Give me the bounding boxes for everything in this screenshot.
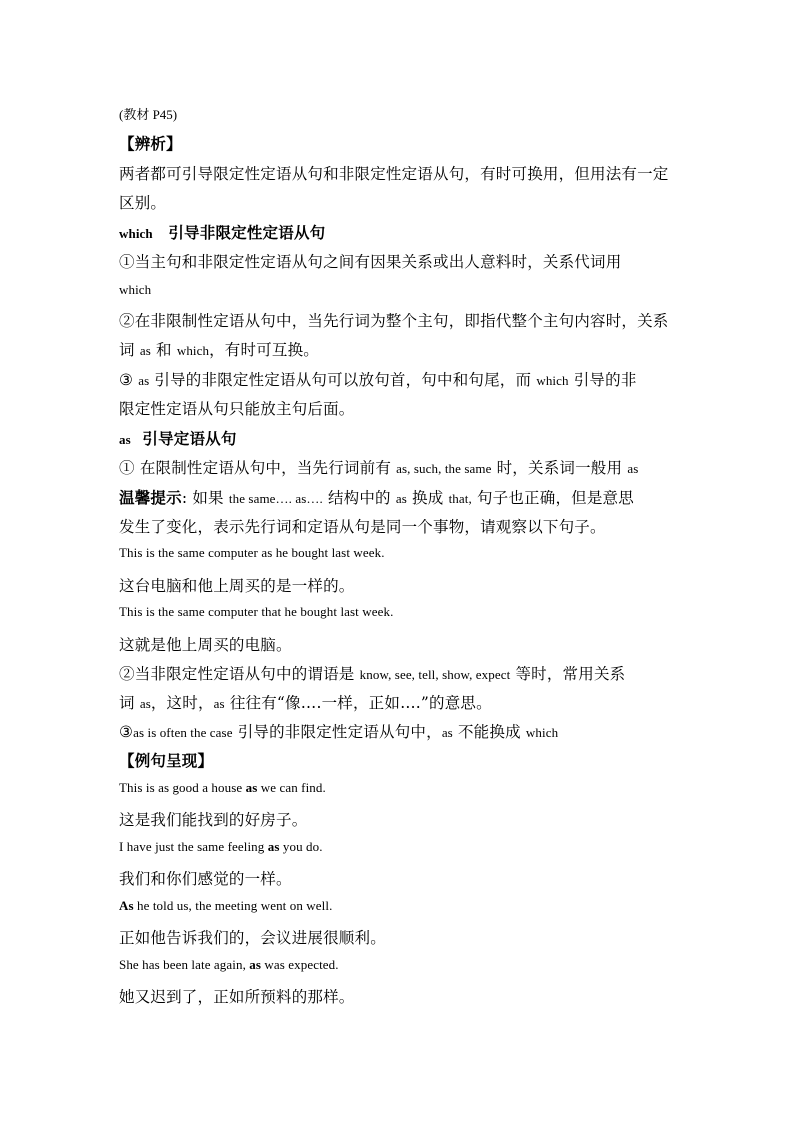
sentence-4-chinese: 她又迟到了，正如所预料的那样。	[119, 988, 355, 1006]
as-point-1	[119, 456, 638, 478]
which-heading-word: which	[119, 226, 153, 241]
text-run: 结构中的	[322, 489, 396, 507]
text-run: 不能换成	[452, 723, 526, 741]
sentence-1-english	[119, 780, 326, 796]
text-run: as	[139, 343, 151, 358]
which-heading-text: 引导非限定性定语从句	[168, 223, 326, 242]
text-run: as, such, the same	[396, 461, 492, 476]
text-run: was expected.	[261, 957, 339, 972]
intro-line-1: 两者都可引导限定性定语从句和非限定性定语从句，有时可换用，但用法有一定	[119, 165, 669, 183]
which-point-2-line-2	[119, 338, 319, 360]
examples-heading: 【例句呈现】	[119, 751, 214, 770]
text-run: 词	[119, 694, 140, 712]
as-point-2-line-2	[119, 691, 492, 713]
as-heading-word: as	[119, 432, 131, 447]
example-2-chinese: 这就是他上周买的电脑。	[119, 636, 292, 654]
which-point-1-line-1: ①当主句和非限定性定语从句之间有因果关系或出人意料时，关系代词用	[119, 253, 622, 271]
source-reference: (教材 P45)	[119, 107, 178, 122]
as-section-heading	[119, 427, 237, 449]
which-point-3-line-2: 限定性定语从句只能放主句后面。	[119, 400, 355, 418]
text-run: 句子也正确，但是意思	[471, 489, 634, 507]
text-run: that,	[448, 491, 472, 506]
sentence-3-english	[119, 898, 332, 914]
text-run: as	[213, 696, 225, 711]
text-run: as	[441, 725, 453, 740]
text-run: which	[536, 373, 569, 388]
text-run: This is as good a house	[119, 780, 246, 795]
sentence-3-chinese: 正如他告诉我们的，会议进展很顺利。	[119, 929, 386, 947]
text-run: which	[525, 725, 559, 740]
which-point-3-line-1	[119, 368, 637, 390]
text-run: ②当非限定性定语从句中的谓语是	[119, 665, 360, 683]
tip-label: 温馨提示	[119, 488, 182, 507]
text-run: 引导的非限定性定语从句可以放句首，句中和句尾，而	[149, 371, 537, 389]
which-point-1-line-2: which	[119, 282, 152, 297]
highlight-word: as	[267, 839, 280, 854]
as-point-2-line-1	[119, 662, 625, 684]
highlight-word: as	[245, 780, 258, 795]
as-heading-text: 引导定语从句	[142, 429, 237, 448]
sentence-2-chinese: 我们和你们感觉的一样。	[119, 870, 292, 888]
text-run: as	[138, 373, 150, 388]
text-run: 往往有“像….一样，正如….”的意思。	[224, 694, 492, 712]
text-run: as	[139, 696, 151, 711]
text-run: 换成	[406, 489, 449, 507]
text-run: 引导的非限定性定语从句中，	[232, 723, 442, 741]
intro-line-2: 区别。	[119, 194, 167, 212]
as-point-3	[119, 720, 558, 742]
text-run: ，这时，	[150, 694, 214, 712]
text-run: 引导的非	[568, 371, 637, 389]
which-point-2-line-1: ②在非限制性定语从句中，当先行词为整个主句，即指代整个主句内容时，关系	[119, 312, 669, 330]
text-run: 时，关系词一般用	[491, 459, 628, 477]
text-run: ① 在限制性定语从句中，当先行词前有	[119, 459, 397, 477]
text-run: as	[627, 461, 639, 476]
sentence-2-english	[119, 839, 323, 855]
sentence-4-english	[119, 957, 339, 973]
tip-line-1	[119, 486, 634, 508]
text-run: you do.	[279, 839, 323, 854]
text-run: 和	[150, 341, 177, 359]
sentence-1-chinese: 这是我们能找到的好房子。	[119, 811, 308, 829]
which-section-heading	[119, 221, 325, 243]
text-run: ，有时可互换。	[209, 341, 320, 359]
text-run: 等时，常用关系	[510, 665, 626, 683]
text-run: 词	[119, 341, 140, 359]
text-run: which	[176, 343, 210, 358]
text-run: ③	[119, 723, 134, 741]
highlight-word: As	[119, 898, 134, 913]
example-1-english: This is the same computer as he bought last week.	[119, 545, 385, 560]
text-run: he told us, the meeting went on well.	[133, 898, 333, 913]
text-run: as is often the case	[133, 725, 233, 740]
text-run: we can find.	[257, 780, 326, 795]
text-run: : 如果	[181, 489, 229, 507]
text-run: ③	[119, 371, 139, 389]
text-run: the same…. as….	[228, 491, 323, 506]
text-run: know, see, tell, show, expect	[359, 667, 511, 682]
analysis-heading: 【辨析】	[119, 134, 182, 153]
highlight-word: as	[249, 957, 262, 972]
text-run: I have just the same feeling	[119, 839, 268, 854]
example-1-chinese: 这台电脑和他上周买的是一样的。	[119, 577, 355, 595]
example-2-english: This is the same computer that he bought last week.	[119, 604, 394, 619]
text-run: as	[395, 491, 407, 506]
tip-line-2: 发生了变化，表示先行词和定语从句是同一个事物，请观察以下句子。	[119, 518, 606, 536]
text-run: She has been late again,	[119, 957, 250, 972]
